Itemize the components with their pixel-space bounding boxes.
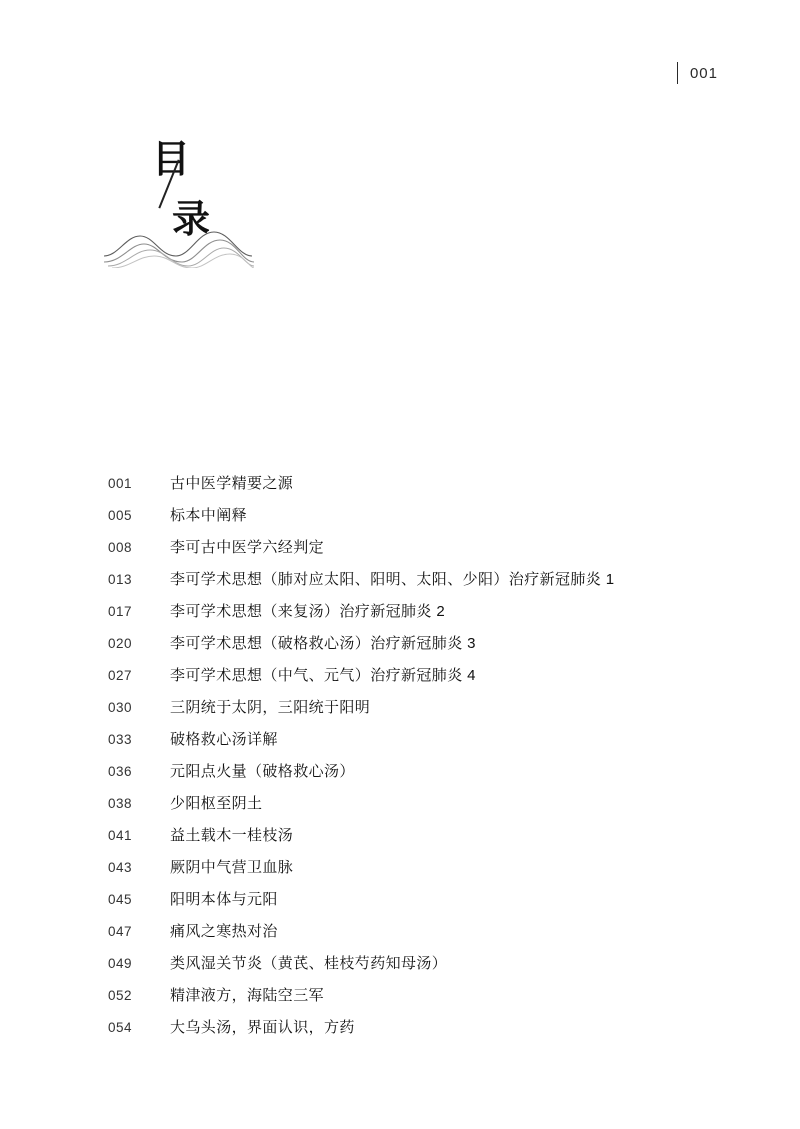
toc-entry[interactable] [108, 696, 728, 728]
toc-entry[interactable] [108, 1016, 728, 1048]
table-of-contents [108, 472, 728, 1048]
toc-entry[interactable] [108, 792, 728, 824]
mountain-ornament-icon [104, 228, 254, 268]
toc-entry-title: 破格救心汤详解 [170, 731, 278, 748]
toc-entry[interactable] [108, 632, 728, 664]
toc-entry-title: 少阳枢至阴土 [170, 795, 263, 812]
page-number-rule [677, 62, 678, 84]
toc-entry[interactable] [108, 600, 728, 632]
toc-entry-page: 036 [108, 764, 133, 779]
page-number-block [677, 62, 718, 84]
toc-entry-page: 033 [108, 732, 133, 747]
toc-entry-title: 三阴统于太阴，三阳统于阳明 [170, 699, 371, 716]
toc-entry[interactable] [108, 952, 728, 984]
toc-entry-page: 047 [108, 924, 133, 939]
toc-entry-title: 古中医学精要之源 [170, 475, 294, 492]
toc-entry-page: 045 [108, 892, 133, 907]
toc-entry-title: 益土载木一桂枝汤 [170, 827, 294, 844]
toc-entry-title: 李可学术思想（破格救心汤）治疗新冠肺炎 3 [170, 635, 476, 652]
toc-entry[interactable] [108, 920, 728, 952]
title-char-mu: 目 [152, 136, 193, 181]
toc-entry[interactable] [108, 664, 728, 696]
toc-entry-title: 大乌头汤，界面认识，方药 [170, 1019, 355, 1036]
toc-entry-page: 038 [108, 796, 133, 811]
toc-entry-page: 001 [108, 476, 133, 491]
toc-entry-title: 厥阴中气营卫血脉 [170, 859, 294, 876]
toc-entry[interactable] [108, 536, 728, 568]
toc-entry-title: 精津液方，海陆空三军 [170, 987, 325, 1004]
toc-entry-page: 020 [108, 636, 133, 651]
toc-entry[interactable] [108, 984, 728, 1016]
toc-entry-page: 049 [108, 956, 133, 971]
toc-entry-page: 013 [108, 572, 133, 587]
toc-entry[interactable] [108, 472, 728, 504]
toc-entry[interactable] [108, 568, 728, 600]
toc-entry-page: 054 [108, 1020, 133, 1035]
toc-entry-title: 阳明本体与元阳 [170, 891, 278, 908]
toc-entry-title: 元阳点火量（破格救心汤） [170, 763, 355, 780]
toc-entry[interactable] [108, 504, 728, 536]
toc-entry-page: 052 [108, 988, 133, 1003]
toc-entry-title: 李可学术思想（来复汤）治疗新冠肺炎 2 [170, 603, 446, 620]
toc-entry-page: 041 [108, 828, 133, 843]
toc-entry-page: 030 [108, 700, 133, 715]
toc-entry[interactable] [108, 728, 728, 760]
toc-entry-page: 043 [108, 860, 133, 875]
toc-entry[interactable] [108, 824, 728, 856]
toc-entry-title: 标本中阐释 [170, 507, 248, 524]
toc-entry-title: 李可古中医学六经判定 [170, 539, 325, 556]
toc-entry-page: 008 [108, 540, 133, 555]
toc-entry[interactable] [108, 856, 728, 888]
toc-entry-page: 005 [108, 508, 133, 523]
toc-entry-title: 痛风之寒热对治 [170, 923, 278, 940]
toc-entry-title: 类风湿关节炎（黄芪、桂枝芍药知母汤） [170, 955, 448, 972]
title-char-lu: 录 [172, 196, 213, 241]
toc-entry-title: 李可学术思想（中气、元气）治疗新冠肺炎 4 [170, 667, 476, 684]
toc-entry[interactable] [108, 760, 728, 792]
toc-entry-title: 李可学术思想（肺对应太阳、阳明、太阳、少阳）治疗新冠肺炎 1 [170, 571, 615, 588]
page-number: 001 [689, 64, 718, 82]
toc-entry-page: 017 [108, 604, 133, 619]
toc-entry[interactable] [108, 888, 728, 920]
toc-entry-page: 027 [108, 668, 133, 683]
